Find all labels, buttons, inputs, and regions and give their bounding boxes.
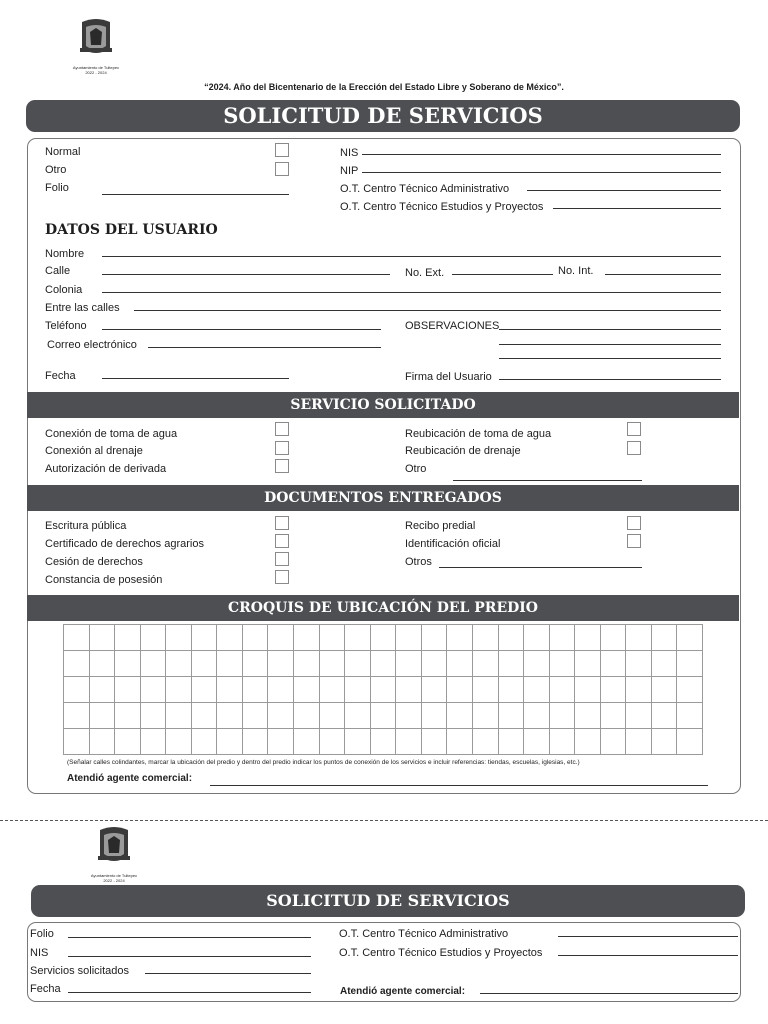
- motto-text: “2024. Año del Bicentenario de la Erección del Estado Libre y Soberano de México”.: [204, 82, 564, 92]
- receipt-ot-estudios-field[interactable]: [558, 955, 738, 956]
- identificacion-checkbox[interactable]: [627, 534, 641, 548]
- constancia-label: Constancia de posesión: [45, 574, 163, 586]
- otro-checkbox[interactable]: [275, 162, 289, 176]
- observaciones-field-1[interactable]: [499, 329, 721, 330]
- service-heading: SERVICIO SOLICITADO: [290, 397, 476, 413]
- receipt-title: SOLICITUD DE SERVICIOS: [266, 891, 510, 910]
- receipt-seal-icon: [86, 826, 142, 868]
- escritura-checkbox[interactable]: [275, 516, 289, 530]
- observaciones-label: OBSERVACIONES: [405, 320, 500, 332]
- certificado-label: Certificado de derechos agrarios: [45, 538, 204, 550]
- recibo-label: Recibo predial: [405, 520, 476, 532]
- nombre-field[interactable]: [102, 256, 721, 257]
- conexion-agua-checkbox[interactable]: [275, 422, 289, 436]
- firma-label: Firma del Usuario: [405, 371, 492, 383]
- service-bar: [27, 392, 739, 418]
- receipt-nis-label: NIS: [30, 947, 49, 959]
- autorizacion-derivada-checkbox[interactable]: [275, 459, 289, 473]
- folio-label: Folio: [45, 182, 69, 194]
- cesion-label: Cesión de derechos: [45, 556, 143, 568]
- entre-calles-label: Entre las calles: [45, 302, 120, 314]
- receipt-nis-field[interactable]: [68, 956, 311, 957]
- telefono-label: Teléfono: [45, 320, 87, 332]
- ot-admin-label: O.T. Centro Técnico Administrativo: [340, 183, 510, 195]
- reubicacion-agua-label: Reubicación de toma de agua: [405, 428, 552, 440]
- sketch-note: (Señalar calles colindantes, marcar la ubicación del predio y dentro del predio indicar los puntos de conexión de los servicios e incluir referencias: tiendas, escuelas, iglesias, etc.): [67, 759, 580, 766]
- firma-field[interactable]: [499, 379, 721, 380]
- identificacion-label: Identificación oficial: [405, 538, 501, 550]
- correo-field[interactable]: [148, 347, 381, 348]
- entre-calles-field[interactable]: [134, 310, 721, 311]
- nombre-label: Nombre: [45, 248, 85, 260]
- observaciones-field-2[interactable]: [499, 344, 721, 345]
- no-ext-field[interactable]: [452, 274, 553, 275]
- fecha-label: Fecha: [45, 370, 76, 382]
- ot-estudios-field[interactable]: [553, 208, 721, 209]
- nis-field[interactable]: [362, 154, 721, 155]
- receipt-folio-label: Folio: [30, 928, 54, 940]
- colonia-label: Colonia: [45, 284, 83, 296]
- certificado-checkbox[interactable]: [275, 534, 289, 548]
- autorizacion-derivada-label: Autorización de derivada: [45, 463, 167, 475]
- sketch-heading: CROQUIS DE UBICACIÓN DEL PREDIO: [228, 600, 538, 616]
- receipt-ot-admin-field[interactable]: [558, 936, 738, 937]
- constancia-checkbox[interactable]: [275, 570, 289, 584]
- reubicacion-agua-checkbox[interactable]: [627, 422, 641, 436]
- ot-admin-field[interactable]: [527, 190, 721, 191]
- conexion-drenaje-label: Conexión al drenaje: [45, 445, 143, 457]
- conexion-agua-label: Conexión de toma de agua: [45, 428, 178, 440]
- sketch-bar: [27, 595, 739, 621]
- recibo-checkbox[interactable]: [627, 516, 641, 530]
- ot-estudios-label: O.T. Centro Técnico Estudios y Proyectos: [340, 201, 544, 213]
- nis-label: NIS: [340, 147, 359, 159]
- form-title-bar: [26, 100, 740, 132]
- no-ext-label: No. Ext.: [405, 267, 445, 279]
- cesion-checkbox[interactable]: [275, 552, 289, 566]
- receipt-fecha-field[interactable]: [68, 992, 311, 993]
- receipt-servicios-label: Servicios solicitados: [30, 965, 130, 977]
- receipt-servicios-field[interactable]: [145, 973, 311, 974]
- telefono-field[interactable]: [102, 329, 381, 330]
- user-data-heading: DATOS DEL USUARIO: [45, 222, 218, 238]
- calle-label: Calle: [45, 265, 71, 277]
- calle-field[interactable]: [102, 274, 390, 275]
- service-otro-field[interactable]: [453, 480, 642, 481]
- folio-field[interactable]: [102, 194, 289, 195]
- no-int-label: No. Int.: [558, 265, 594, 277]
- logo-caption: Ayuntamiento de Tultepec 2022 - 2024: [72, 65, 120, 75]
- cut-line: [0, 820, 768, 821]
- receipt-logo-caption: Ayuntamiento de Tultepec 2022 - 2024: [90, 873, 138, 883]
- form-title: SOLICITUD DE SERVICIOS: [223, 103, 543, 128]
- receipt-title-bar: [31, 885, 745, 917]
- conexion-drenaje-checkbox[interactable]: [275, 441, 289, 455]
- colonia-field[interactable]: [102, 292, 721, 293]
- reubicacion-drenaje-checkbox[interactable]: [627, 441, 641, 455]
- receipt-ot-admin-label: O.T. Centro Técnico Administrativo: [339, 928, 509, 940]
- receipt-fecha-label: Fecha: [30, 983, 61, 995]
- correo-label: Correo electrónico: [47, 339, 137, 351]
- observaciones-field-3[interactable]: [499, 358, 721, 359]
- escritura-label: Escritura pública: [45, 520, 127, 532]
- otro-label: Otro: [45, 164, 67, 176]
- receipt-agent-field[interactable]: [480, 993, 738, 994]
- municipal-logo: [68, 18, 124, 75]
- receipt-ot-estudios-label: O.T. Centro Técnico Estudios y Proyectos: [339, 947, 543, 959]
- receipt-agent-label: Atendió agente comercial:: [340, 986, 466, 997]
- receipt-folio-field[interactable]: [68, 937, 311, 938]
- service-otro-label: Otro: [405, 463, 427, 475]
- fecha-field[interactable]: [102, 378, 289, 379]
- documents-heading: DOCUMENTOS ENTREGADOS: [264, 490, 502, 506]
- receipt-logo: [86, 826, 142, 883]
- otros-label: Otros: [405, 556, 432, 568]
- no-int-field[interactable]: [605, 274, 721, 275]
- nip-field[interactable]: [362, 172, 721, 173]
- nip-label: NIP: [340, 165, 359, 177]
- sketch-grid[interactable]: [63, 624, 703, 755]
- normal-checkbox[interactable]: [275, 143, 289, 157]
- municipal-seal-icon: [68, 18, 124, 60]
- normal-label: Normal: [45, 146, 81, 158]
- otros-field[interactable]: [439, 567, 642, 568]
- agent-label: Atendió agente comercial:: [67, 773, 193, 784]
- documents-bar: [27, 485, 739, 511]
- agent-field[interactable]: [210, 785, 708, 786]
- reubicacion-drenaje-label: Reubicación de drenaje: [405, 445, 521, 457]
